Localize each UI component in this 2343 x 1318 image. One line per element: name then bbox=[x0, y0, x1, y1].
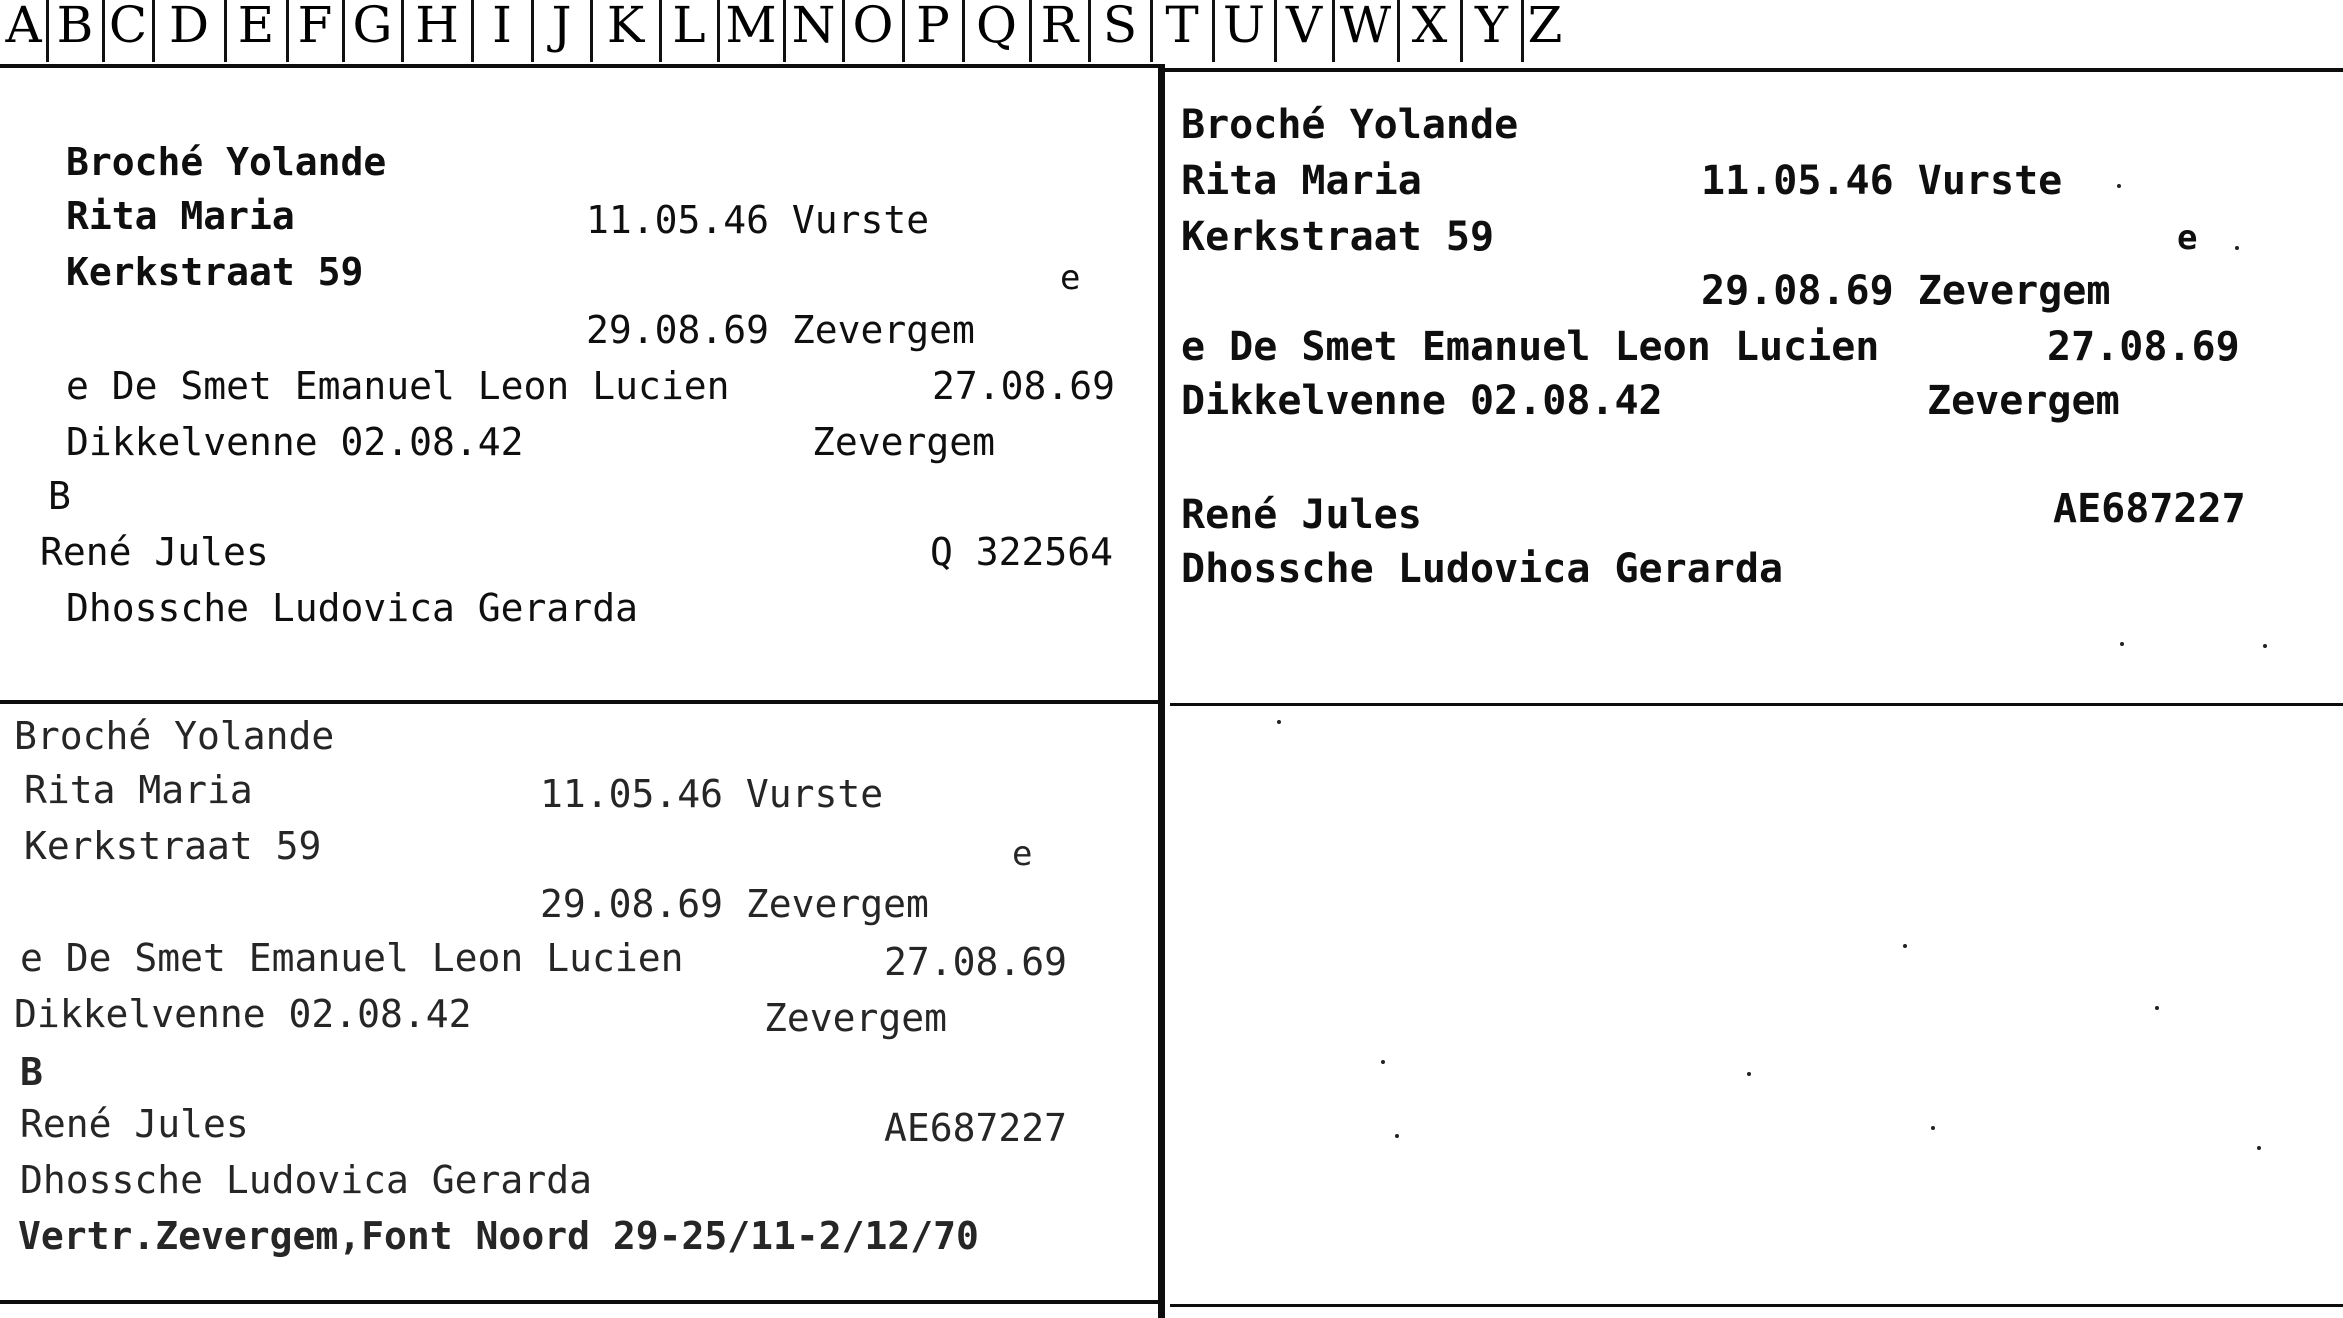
speck bbox=[2120, 642, 2124, 646]
card-given-names: Rita Maria bbox=[1181, 158, 1422, 204]
card-father: René Jules bbox=[40, 530, 269, 574]
alphabet-letter-h: H bbox=[415, 0, 459, 54]
alphabet-letter-c: C bbox=[108, 0, 148, 54]
card-ref: AE687227 bbox=[884, 1106, 1068, 1150]
record-card-bottom-right-empty bbox=[1165, 706, 2343, 1304]
card-spouse-date: 27.08.69 bbox=[932, 364, 1116, 408]
card-spouse-date: 27.08.69 bbox=[2047, 324, 2240, 370]
card-father: René Jules bbox=[20, 1102, 249, 1146]
record-card-bottom-left bbox=[0, 704, 1158, 1300]
alphabet-letter-y: Y bbox=[1474, 0, 1508, 54]
center-divider bbox=[1158, 64, 1165, 1318]
alphabet-letter-m: M bbox=[725, 0, 777, 54]
card-spouse: e De Smet Emanuel Leon Lucien bbox=[1181, 324, 1880, 370]
card-birth: 11.05.46 Vurste bbox=[586, 198, 930, 242]
card-birth: 11.05.46 Vurste bbox=[540, 772, 884, 816]
alphabet-letter-n: N bbox=[791, 0, 836, 54]
alphabet-letter-g: G bbox=[352, 0, 393, 54]
alphabet-index-strip bbox=[0, 0, 2343, 54]
card-ref: Q 322564 bbox=[930, 530, 1114, 574]
speck bbox=[2263, 644, 2267, 648]
alphabet-letter-d: D bbox=[168, 0, 210, 54]
alphabet-letter-o: O bbox=[852, 0, 894, 54]
speck bbox=[1747, 1072, 1751, 1076]
card-spouse: e De Smet Emanuel Leon Lucien bbox=[20, 936, 684, 980]
speck bbox=[1277, 720, 1281, 724]
speck bbox=[2257, 1146, 2261, 1150]
card-name: Broché Yolande bbox=[14, 714, 335, 758]
card-birth: 11.05.46 Vurste bbox=[1701, 158, 2063, 204]
speck bbox=[2117, 184, 2121, 188]
alphabet-letter-u: U bbox=[1222, 0, 1266, 54]
card-mother: Dhossche Ludovica Gerarda bbox=[1181, 546, 1784, 592]
alphabet-letter-e: E bbox=[237, 0, 275, 54]
alphabet-letter-x: X bbox=[1411, 0, 1448, 54]
card-departure-note: Vertr.Zevergem,Font Noord 29-25/11-2/12/70 bbox=[18, 1214, 979, 1258]
record-card-top-right bbox=[1165, 68, 2343, 704]
alphabet-letter-b: B bbox=[56, 0, 94, 54]
alphabet-letter-a: A bbox=[5, 0, 42, 54]
card-spouse-place: Zevergem bbox=[764, 996, 948, 1040]
card-mother: Dhossche Ludovica Gerarda bbox=[20, 1158, 592, 1202]
alphabet-letter-k: K bbox=[606, 0, 645, 54]
alphabet-letter-z: Z bbox=[1527, 0, 1563, 54]
card-spouse-birth: Dikkelvenne 02.08.42 bbox=[14, 992, 472, 1036]
alphabet-letter-p: P bbox=[916, 0, 950, 54]
bottom-rule-left bbox=[0, 1300, 1158, 1304]
card-name: Broché Yolande bbox=[66, 140, 387, 184]
card-spouse: e De Smet Emanuel Leon Lucien bbox=[66, 364, 730, 408]
speck bbox=[2235, 246, 2239, 250]
card-marriage: 29.08.69 Zevergem bbox=[540, 882, 929, 926]
card-spouse-birth: Dikkelvenne 02.08.42 bbox=[66, 420, 524, 464]
alphabet-letter-q: Q bbox=[976, 0, 1017, 54]
card-given-names: Rita Maria bbox=[66, 194, 295, 238]
record-card-top-left bbox=[0, 68, 1158, 700]
card-street: Kerkstraat 59 bbox=[24, 824, 322, 868]
alphabet-letter-v: V bbox=[1285, 0, 1323, 54]
card-b-mark: B bbox=[20, 1050, 43, 1094]
alphabet-letter-j: J bbox=[551, 0, 572, 54]
card-spouse-date: 27.08.69 bbox=[884, 940, 1068, 984]
card-e-mark: e bbox=[1012, 834, 1033, 874]
speck bbox=[1903, 944, 1907, 948]
card-street: Kerkstraat 59 bbox=[66, 250, 364, 294]
alphabet-letter-s: S bbox=[1102, 0, 1138, 54]
alphabet-letter-w: W bbox=[1339, 0, 1392, 54]
card-mother: Dhossche Ludovica Gerarda bbox=[66, 586, 638, 630]
card-ref: AE687227 bbox=[2053, 486, 2246, 532]
card-e-mark: e bbox=[1060, 258, 1081, 298]
card-street: Kerkstraat 59 bbox=[1181, 214, 1495, 260]
speck bbox=[1381, 1060, 1385, 1064]
speck bbox=[2155, 1006, 2159, 1010]
card-marriage: 29.08.69 Zevergem bbox=[586, 308, 975, 352]
card-given-names: Rita Maria bbox=[24, 768, 253, 812]
card-spouse-birth: Dikkelvenne 02.08.42 bbox=[1181, 378, 1663, 424]
card-spouse-place: Zevergem bbox=[1927, 378, 2120, 424]
bottom-rule-right bbox=[1170, 1304, 2343, 1307]
alphabet-letter-l: L bbox=[672, 0, 706, 54]
alphabet-letter-f: F bbox=[297, 0, 333, 54]
alphabet-letter-r: R bbox=[1040, 0, 1079, 54]
alphabet-letter-t: T bbox=[1165, 0, 1199, 54]
card-name: Broché Yolande bbox=[1181, 102, 1519, 148]
card-spouse-place: Zevergem bbox=[812, 420, 996, 464]
card-marriage: 29.08.69 Zevergem bbox=[1701, 268, 2111, 314]
card-b-mark: B bbox=[48, 474, 71, 518]
card-e-mark: e bbox=[2177, 218, 2198, 258]
card-father: René Jules bbox=[1181, 492, 1422, 538]
speck bbox=[1931, 1126, 1935, 1130]
alphabet-letter-i: I bbox=[492, 0, 512, 54]
speck bbox=[1395, 1134, 1399, 1138]
